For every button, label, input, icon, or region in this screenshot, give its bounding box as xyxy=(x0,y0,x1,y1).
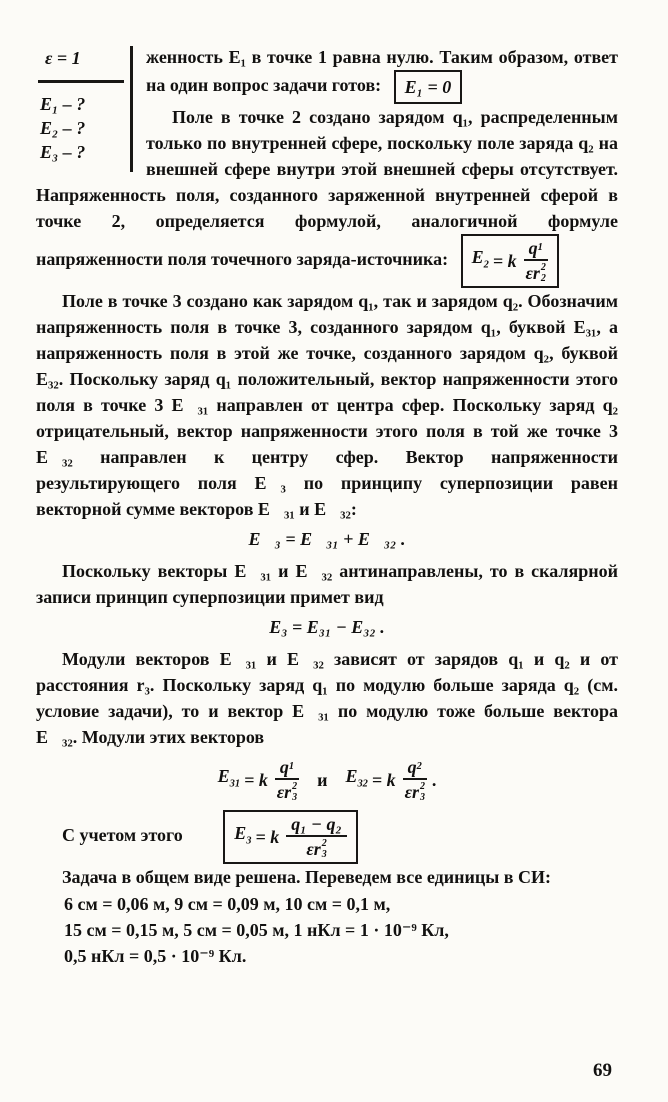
text-run: С учетом этого xyxy=(62,825,183,846)
conversion-line-1: 6 см = 0,06 м, 9 см = 0,09 м, 10 см = 0,1 м, xyxy=(64,894,391,915)
formula-eq: = k xyxy=(492,251,517,272)
formula-vector-sum: E⃗₃ = E⃗₃₁ + E⃗₃₂ . xyxy=(248,529,406,550)
page-number: 69 xyxy=(593,1060,612,1081)
formula-e32 xyxy=(345,757,426,803)
formula-e31 xyxy=(218,757,299,803)
paragraph-solved: Задача в общем виде решена. Переведем все единицы в СИ: xyxy=(62,867,552,888)
formula-e1: E₁ = 0 xyxy=(404,77,452,97)
fraction: q 1 εr 2 3 xyxy=(276,757,298,804)
given-block xyxy=(36,46,133,172)
paragraph-moduli: Модули векторов E⃗₃₁ и E⃗₃₂ зависят от зарядов q₁ и q₂ и от расстояния r₃. Поскольку заряд q₁ по модулю больше заряда q₂ (см. условие задачи), то и вектор E⃗₃₁ по модулю тоже больше вектора E⃗₃₂. Модули этих векторов xyxy=(36,649,618,748)
formula-eq: = k xyxy=(255,827,280,848)
epsilon-value: ε = 1 xyxy=(38,46,124,83)
conversion-line-3: 0,5 нКл = 0,5 · 10⁻⁹ Кл. xyxy=(64,946,247,967)
text-run: Поле в точке 2 создано зарядом q₁, распределенным только по внутренней сфере, поскольку поле заряда q₂ на внешней сфере внутри этой внешней сферы отсутствует. Напряженность поля, созданного заряженной внутренней сферой в точке 2, определяется формулой, аналогичной формуле напряженности поля точечного заряда-источника: xyxy=(36,107,618,270)
paragraph-with-this xyxy=(36,810,618,864)
formula-e3 xyxy=(234,814,346,860)
formula-lhs: $E_3$ xyxy=(234,823,252,847)
formula-period: . xyxy=(431,770,437,791)
formula-box-e2 xyxy=(461,234,559,288)
formula-lhs: $E_{32}$ xyxy=(345,765,368,790)
fraction: q 1 εr 2 2 xyxy=(525,238,546,285)
formula-box-e1 xyxy=(394,70,463,104)
formula-box-e3 xyxy=(223,810,357,864)
formula-lhs: $E_{31}$ xyxy=(217,765,241,790)
unit-conversions xyxy=(36,891,618,969)
find-e2: E₂ – ? xyxy=(40,118,86,138)
formula-eq: = k xyxy=(244,770,268,791)
paragraph-point3: Поле в точке 3 создано как зарядом q₁, так и зарядом q₂. Обозначим напряженность поля в точке 3, созданного зарядом q₁, буквой E₃₁, а напряженность поля в этой же точке, созданного зарядом q₂, буквой E₃₂. Поскольку заряд q₁ положительный, вектор напряженности этого поля в точке 3 E⃗₃₁ направлен от центра сфер. Поскольку заряд q₂ отрицательный, вектор напряженности этого поля в той же точке 3 E⃗₃₂ направлен к центру сфер. Вектор напряженности результирующего поля E⃗₃ по принципу суперпозиции равен векторной сумме векторов E⃗₃₁ и E⃗₃₂: xyxy=(36,291,618,520)
find-e3: E₃ – ? xyxy=(40,142,86,162)
formula-scalar-difference: E₃ = E₃₁ − E₃₂ . xyxy=(269,617,385,638)
formula-eq: = k xyxy=(371,770,396,791)
find-e1: E₁ – ? xyxy=(40,94,86,114)
fraction: q₁ − q₂ εr 2 3 xyxy=(286,814,346,860)
paragraph-antiparallel: Поскольку векторы E⃗₃₁ и E⃗₃₂ антинаправлены, то в скалярной записи принцип суперпозиции примет вид xyxy=(36,561,618,608)
moduli-connector: и xyxy=(317,770,328,791)
conversion-line-2: 15 см = 0,15 м, 5 см = 0,05 м, 1 нКл = 1 · 10⁻⁹ Кл, xyxy=(64,920,449,941)
formula-e2 xyxy=(472,238,548,284)
formula-lhs: $E_2$ xyxy=(471,246,489,271)
text-run: женность E₁ в точке 1 равна нулю. Таким образом, ответ на один вопрос задачи готов: xyxy=(146,47,618,96)
formula-moduli-pair xyxy=(36,757,618,803)
fraction: q 2 εr 2 3 xyxy=(404,757,425,804)
